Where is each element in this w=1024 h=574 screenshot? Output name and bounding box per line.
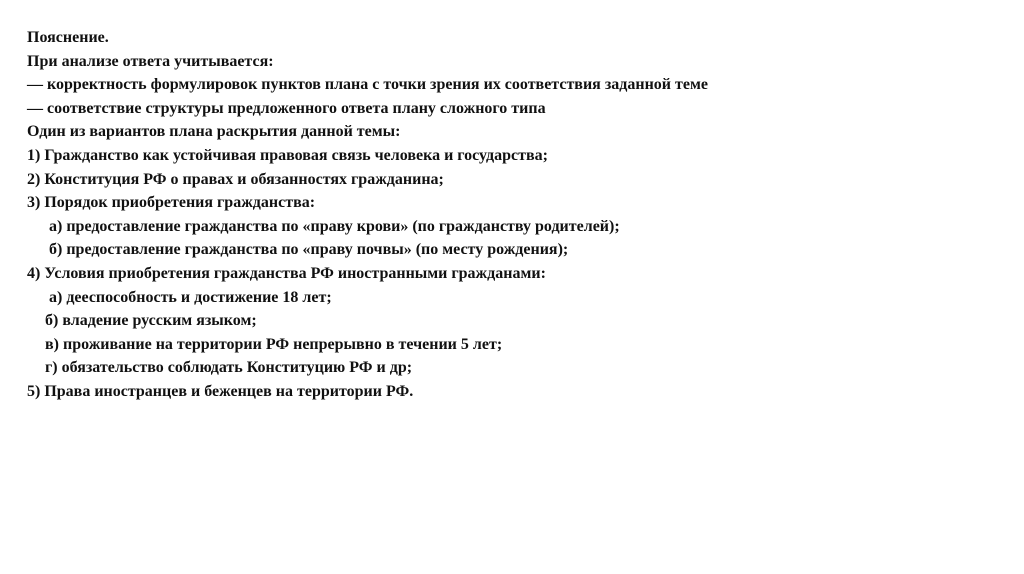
plan-subitem: а) предоставление гражданства по «праву крови» (по гражданству родителей);: [49, 217, 620, 235]
plan-subitem: б) владение русским языком;: [45, 312, 257, 330]
plan-subitem: б) предоставление гражданства по «праву почвы» (по месту рождения);: [49, 241, 569, 259]
plan-item-5: 5) Права иностранцев и беженцев на территории РФ.: [27, 382, 414, 400]
plan-subitem: в) проживание на территории РФ непрерывно в течении 5 лет;: [45, 335, 503, 353]
plan-subitem: а) дееспособность и достижение 18 лет;: [49, 288, 332, 306]
plan-item-1: 1) Гражданство как устойчивая правовая связь человека и государства;: [27, 146, 548, 164]
plan-item-3: 3) Порядок приобретения гражданства:: [27, 194, 316, 212]
criterion-item: — соответствие структуры предложенного ответа плану сложного типа: [27, 99, 546, 117]
plan-item-4: 4) Условия приобретения гражданства РФ иностранными гражданами:: [27, 264, 546, 282]
variant-heading: Один из вариантов плана раскрытия данной темы:: [27, 123, 401, 141]
explanation-title: Пояснение.: [27, 29, 109, 46]
plan-item-2: 2) Конституция РФ о правах и обязанностях гражданина;: [27, 170, 444, 188]
analysis-intro: При анализе ответа учитывается:: [27, 52, 274, 70]
criterion-item: — корректность формулировок пунктов плана с точки зрения их соответствия заданной теме: [27, 76, 708, 94]
plan-subitem: г) обязательство соблюдать Конституцию РФ и др;: [45, 359, 413, 377]
explanation-text-block: [27, 26, 1007, 404]
